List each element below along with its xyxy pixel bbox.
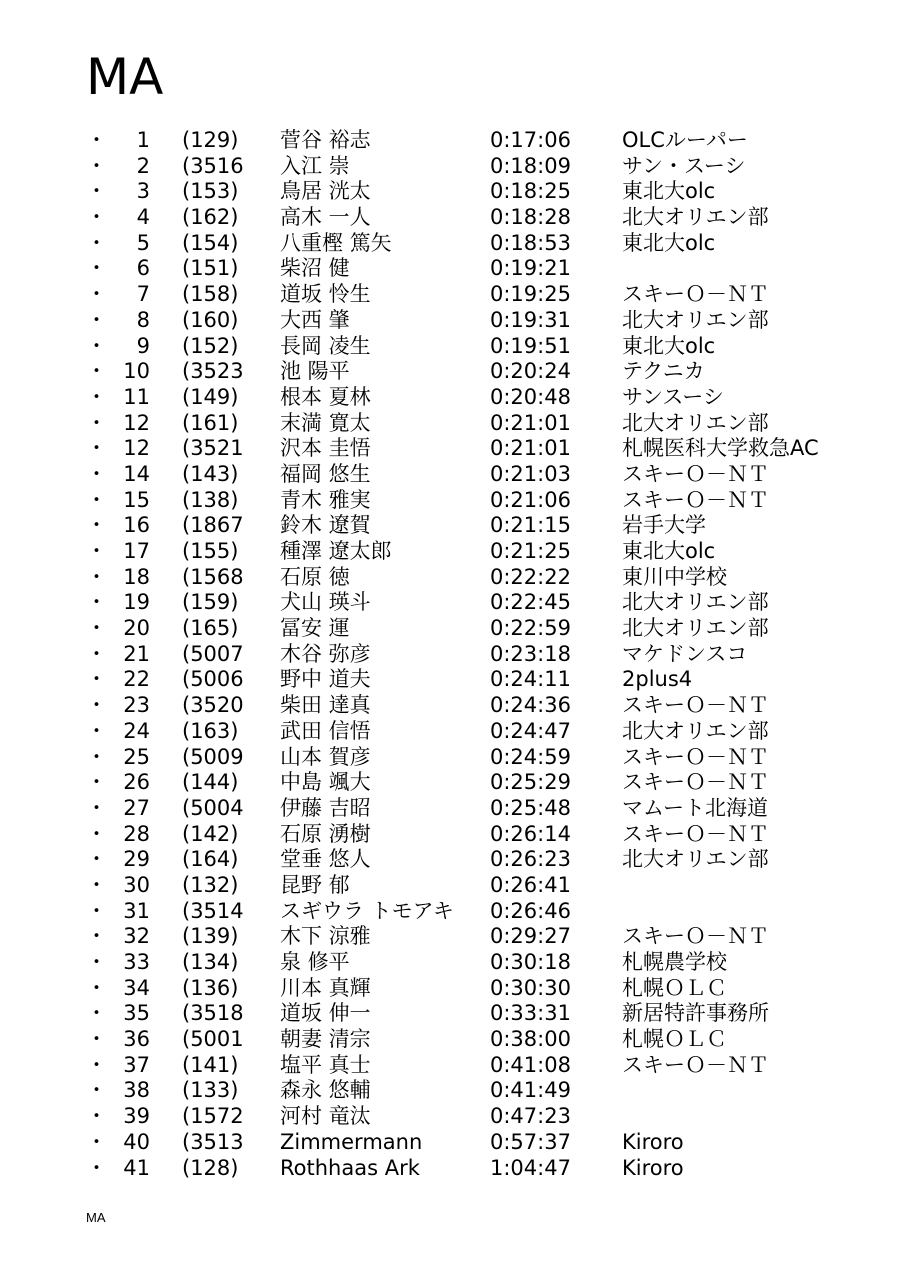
result-name: 池 陽平 [280,359,350,384]
result-row [0,1027,900,1053]
result-name: 武田 信悟 [280,718,371,743]
result-bib: (3513 [182,1129,244,1154]
result-name: 中島 颯大 [280,770,371,795]
result-time: 0:24:36 [490,693,571,718]
result-time: 0:41:49 [490,1078,571,1103]
bullet-marker: ・ [86,359,107,384]
bullet-marker: ・ [86,282,107,307]
result-club: 北大オリエン部 [622,616,769,641]
result-time: 0:30:18 [490,950,571,974]
bullet-marker: ・ [86,950,107,974]
result-rank: 23 [123,693,150,718]
bullet-marker: ・ [86,744,107,769]
result-rank: 10 [123,359,150,384]
result-bib: (132) [182,872,239,897]
bullet-marker: ・ [86,461,107,486]
result-club: マムート北海道 [622,795,768,820]
result-bib: (5001 [182,1027,244,1052]
result-row [0,693,900,719]
page-title: MA [86,48,164,106]
result-name: 石原 徳 [280,564,350,589]
result-name: 柴沼 健 [280,256,350,281]
bullet-marker: ・ [86,205,107,230]
result-row [0,205,900,231]
bullet-marker: ・ [86,590,107,615]
result-bib: (158) [182,282,239,307]
result-rank: 34 [123,975,150,1000]
result-name: Zimmermann [280,1129,423,1154]
bullet-marker: ・ [86,564,107,589]
result-rank: 41 [123,1155,150,1180]
result-rank: 33 [123,950,150,974]
result-rank: 36 [123,1027,150,1052]
result-rank: 28 [123,821,150,846]
result-row [0,745,900,771]
result-time: 0:17:06 [490,128,571,152]
result-name: 青木 雅実 [280,487,371,512]
result-time: 0:21:01 [490,410,571,435]
result-row [0,590,900,616]
result-name: 種澤 遼太郎 [280,539,392,563]
result-row [0,1053,900,1079]
result-name: 根本 夏林 [280,384,371,409]
result-time: 0:18:09 [490,153,571,178]
bullet-marker: ・ [86,487,107,512]
bullet-marker: ・ [86,128,107,152]
result-time: 0:26:41 [490,872,571,897]
result-rank: 31 [123,898,150,923]
result-name: 川本 真輝 [280,975,371,1000]
result-rank: 12 [123,410,150,435]
bullet-marker: ・ [86,230,107,255]
result-time: 0:22:45 [490,590,571,615]
result-rank: 17 [123,539,150,563]
result-time: 0:18:25 [490,179,571,204]
result-time: 0:21:01 [490,436,571,461]
result-club: 北大オリエン部 [622,590,769,615]
result-club: 東川中学校 [622,564,727,589]
result-name: 菅谷 裕志 [280,128,371,152]
result-rank: 1 [136,128,150,152]
result-name: 塩平 真士 [280,1052,371,1077]
result-row [0,539,900,565]
result-row [0,770,900,796]
result-bib: (152) [182,333,239,358]
result-bib: (3520 [182,693,244,718]
result-bib: (3521 [182,436,244,461]
result-bib: (128) [182,1155,239,1180]
result-time: 0:57:37 [490,1129,571,1154]
bullet-marker: ・ [86,975,107,1000]
bullet-marker: ・ [86,667,107,692]
result-name: 鳥居 洸太 [280,179,371,204]
result-bib: (161) [182,410,239,435]
result-rank: 21 [123,641,150,666]
result-club: テクニカ [622,359,705,384]
result-rank: 6 [136,256,150,281]
result-rank: 4 [136,205,150,230]
result-name: 冨安 運 [280,616,350,641]
result-row [0,924,900,950]
result-name: 沢本 圭悟 [280,436,371,461]
result-row [0,488,900,514]
bullet-marker: ・ [86,436,107,461]
result-name: 高木 一人 [280,205,371,230]
result-bib: (142) [182,821,239,846]
result-row [0,642,900,668]
result-name: 犬山 瑛斗 [280,590,371,615]
bullet-marker: ・ [86,307,107,332]
result-time: 0:26:46 [490,898,571,923]
results-list [0,128,900,1181]
bullet-marker: ・ [86,1104,107,1129]
result-row [0,385,900,411]
result-time: 0:29:27 [490,924,571,949]
result-bib: (149) [182,384,239,409]
result-rank: 2 [136,153,150,178]
result-name: 石原 湧樹 [280,821,371,846]
result-name: スギウラ トモアキ [280,898,454,923]
result-rank: 35 [123,1001,150,1026]
result-row [0,565,900,591]
result-bib: (3514 [182,898,244,923]
result-time: 0:22:22 [490,564,571,589]
result-time: 0:41:08 [490,1052,571,1077]
result-name: 昆野 郁 [280,872,350,897]
result-name: Rothhaas Ark [280,1155,420,1180]
result-name: 森永 悠輔 [280,1078,371,1103]
result-bib: (136) [182,975,239,1000]
result-rank: 25 [123,744,150,769]
result-row [0,976,900,1002]
bullet-marker: ・ [86,770,107,795]
result-club: 北大オリエン部 [622,307,769,332]
bullet-marker: ・ [86,1052,107,1077]
result-rank: 19 [123,590,150,615]
bullet-marker: ・ [86,513,107,538]
result-row [0,179,900,205]
result-bib: (3518 [182,1001,244,1026]
bullet-marker: ・ [86,898,107,923]
result-bib: (134) [182,950,239,974]
result-row [0,411,900,437]
result-club: 岩手大学 [622,513,706,538]
result-time: 0:24:47 [490,718,571,743]
result-rank: 30 [123,872,150,897]
bullet-marker: ・ [86,847,107,872]
bullet-marker: ・ [86,641,107,666]
result-time: 1:04:47 [490,1155,571,1180]
bullet-marker: ・ [86,1001,107,1026]
result-time: 0:25:29 [490,770,571,795]
result-bib: (3516 [182,153,244,178]
result-club: Kiroro [622,1155,684,1180]
result-time: 0:26:14 [490,821,571,846]
result-time: 0:19:31 [490,307,571,332]
result-bib: (5004 [182,795,244,820]
result-bib: (163) [182,718,239,743]
result-club: スキーＯ－ＮＴ [622,282,769,307]
result-row [0,282,900,308]
result-rank: 3 [136,179,150,204]
bullet-marker: ・ [86,924,107,949]
result-row [0,950,900,976]
result-name: 山本 賀彦 [280,744,371,769]
result-bib: (151) [182,256,239,281]
result-rank: 9 [136,333,150,358]
result-club: サン・スーシ [622,153,746,178]
result-row [0,359,900,385]
result-name: 長岡 凌生 [280,333,371,358]
result-bib: (5007 [182,641,244,666]
result-rank: 8 [136,307,150,332]
bullet-marker: ・ [86,539,107,563]
result-bib: (1572 [182,1104,244,1129]
bullet-marker: ・ [86,718,107,743]
result-bib: (5006 [182,667,244,692]
result-name: 木下 涼雅 [280,924,371,949]
result-club: スキーＯ－ＮＴ [622,461,769,486]
result-row [0,334,900,360]
bullet-marker: ・ [86,1129,107,1154]
result-club: 北大オリエン部 [622,410,769,435]
result-rank: 24 [123,718,150,743]
result-bib: (143) [182,461,239,486]
result-bib: (138) [182,487,239,512]
result-row [0,899,900,925]
result-name: 泉 修平 [280,950,350,974]
result-time: 0:18:28 [490,205,571,230]
result-row [0,1156,900,1182]
result-rank: 11 [123,384,150,409]
result-rank: 27 [123,795,150,820]
result-rank: 7 [136,282,150,307]
result-club: 2plus4 [622,667,693,692]
result-time: 0:18:53 [490,230,571,255]
result-time: 0:19:21 [490,256,571,281]
result-club: 北大オリエン部 [622,718,769,743]
result-row [0,1078,900,1104]
result-time: 0:26:23 [490,847,571,872]
result-name: 野中 道夫 [280,667,371,692]
result-rank: 15 [123,487,150,512]
result-club: スキーＯ－ＮＴ [622,1052,769,1077]
result-rank: 12 [123,436,150,461]
result-club: Kiroro [622,1129,684,1154]
result-bib: (153) [182,179,239,204]
result-club: マケドンスコ [622,641,748,666]
result-club: 札幌医科大学救急AC [622,436,819,461]
result-name: 道坂 伸一 [280,1001,371,1026]
result-club: 東北大olc [622,539,716,563]
result-rank: 5 [136,230,150,255]
result-time: 0:47:23 [490,1104,571,1129]
result-club: 新居特許事務所 [622,1001,769,1026]
bullet-marker: ・ [86,795,107,820]
bullet-marker: ・ [86,1027,107,1052]
bullet-marker: ・ [86,179,107,204]
result-time: 0:21:25 [490,539,571,563]
result-club: 札幌ＯＬＣ [622,975,727,1000]
bullet-marker: ・ [86,616,107,641]
result-time: 0:24:11 [490,667,571,692]
result-bib: (164) [182,847,239,872]
result-row [0,231,900,257]
result-club: スキーＯ－ＮＴ [622,924,769,949]
result-time: 0:23:18 [490,641,571,666]
result-bib: (154) [182,230,239,255]
result-club: スキーＯ－ＮＴ [622,487,769,512]
result-bib: (144) [182,770,239,795]
result-rank: 32 [123,924,150,949]
result-name: 朝妻 清宗 [280,1027,371,1052]
result-bib: (162) [182,205,239,230]
result-time: 0:20:24 [490,359,571,384]
result-row [0,513,900,539]
result-name: 道坂 怜生 [280,282,371,307]
result-rank: 20 [123,616,150,641]
bullet-marker: ・ [86,1155,107,1180]
result-club: 北大オリエン部 [622,847,769,872]
result-club: 札幌ＯＬＣ [622,1027,727,1052]
result-rank: 22 [123,667,150,692]
result-row [0,1104,900,1130]
result-row [0,308,900,334]
result-rank: 39 [123,1104,150,1129]
result-bib: (1568 [182,564,244,589]
result-rank: 29 [123,847,150,872]
result-bib: (141) [182,1052,239,1077]
result-club: スキーＯ－ＮＴ [622,770,769,795]
result-row [0,436,900,462]
result-bib: (139) [182,924,239,949]
result-bib: (3523 [182,359,244,384]
result-rank: 40 [123,1129,150,1154]
bullet-marker: ・ [86,1078,107,1103]
bullet-marker: ・ [86,693,107,718]
result-time: 0:21:03 [490,461,571,486]
bullet-marker: ・ [86,256,107,281]
result-club: OLCルーパー [622,128,748,152]
bullet-marker: ・ [86,821,107,846]
result-name: 入江 崇 [280,153,350,178]
result-row [0,616,900,642]
result-club: スキーＯ－ＮＴ [622,744,769,769]
bullet-marker: ・ [86,872,107,897]
result-name: 河村 竜汰 [280,1104,371,1129]
bullet-marker: ・ [86,153,107,178]
bullet-marker: ・ [86,384,107,409]
result-name: 柴田 達真 [280,693,371,718]
result-bib: (5009 [182,744,244,769]
result-time: 0:19:25 [490,282,571,307]
result-row [0,796,900,822]
result-row [0,154,900,180]
result-row [0,1130,900,1156]
result-name: 木谷 弥彦 [280,641,371,666]
result-row [0,128,900,154]
result-row [0,847,900,873]
result-time: 0:30:30 [490,975,571,1000]
result-name: 伊藤 吉昭 [280,795,371,820]
result-row [0,873,900,899]
result-time: 0:25:48 [490,795,571,820]
result-row [0,256,900,282]
result-club: サンスーシ [622,384,724,409]
result-rank: 18 [123,564,150,589]
result-row [0,667,900,693]
result-rank: 14 [123,461,150,486]
result-club: 東北大olc [622,179,716,204]
result-rank: 16 [123,513,150,538]
result-bib: (159) [182,590,239,615]
result-club: 東北大olc [622,230,716,255]
result-time: 0:21:15 [490,513,571,538]
result-name: 末満 寛太 [280,410,371,435]
result-bib: (165) [182,616,239,641]
result-row [0,719,900,745]
result-time: 0:21:06 [490,487,571,512]
result-club: スキーＯ－ＮＴ [622,693,769,718]
result-name: 大西 肇 [280,307,350,332]
result-time: 0:33:31 [490,1001,571,1026]
bullet-marker: ・ [86,410,107,435]
result-bib: (160) [182,307,239,332]
result-row [0,1001,900,1027]
result-bib: (133) [182,1078,239,1103]
page-footer: MA [86,1210,106,1225]
result-name: 堂垂 悠人 [280,847,371,872]
result-time: 0:19:51 [490,333,571,358]
result-bib: (155) [182,539,239,563]
result-rank: 26 [123,770,150,795]
result-club: 北大オリエン部 [622,205,769,230]
bullet-marker: ・ [86,333,107,358]
result-name: 八重樫 篤矢 [280,230,392,255]
result-rank: 38 [123,1078,150,1103]
result-club: スキーＯ－ＮＴ [622,821,769,846]
result-rank: 37 [123,1052,150,1077]
result-row [0,462,900,488]
result-name: 福岡 悠生 [280,461,371,486]
result-time: 0:20:48 [490,384,571,409]
result-bib: (129) [182,128,239,152]
result-row [0,822,900,848]
result-time: 0:24:59 [490,744,571,769]
result-bib: (1867 [182,513,244,538]
result-time: 0:38:00 [490,1027,571,1052]
result-time: 0:22:59 [490,616,571,641]
result-club: 札幌農学校 [622,950,727,974]
result-club: 東北大olc [622,333,716,358]
result-name: 鈴木 遼賀 [280,513,371,538]
